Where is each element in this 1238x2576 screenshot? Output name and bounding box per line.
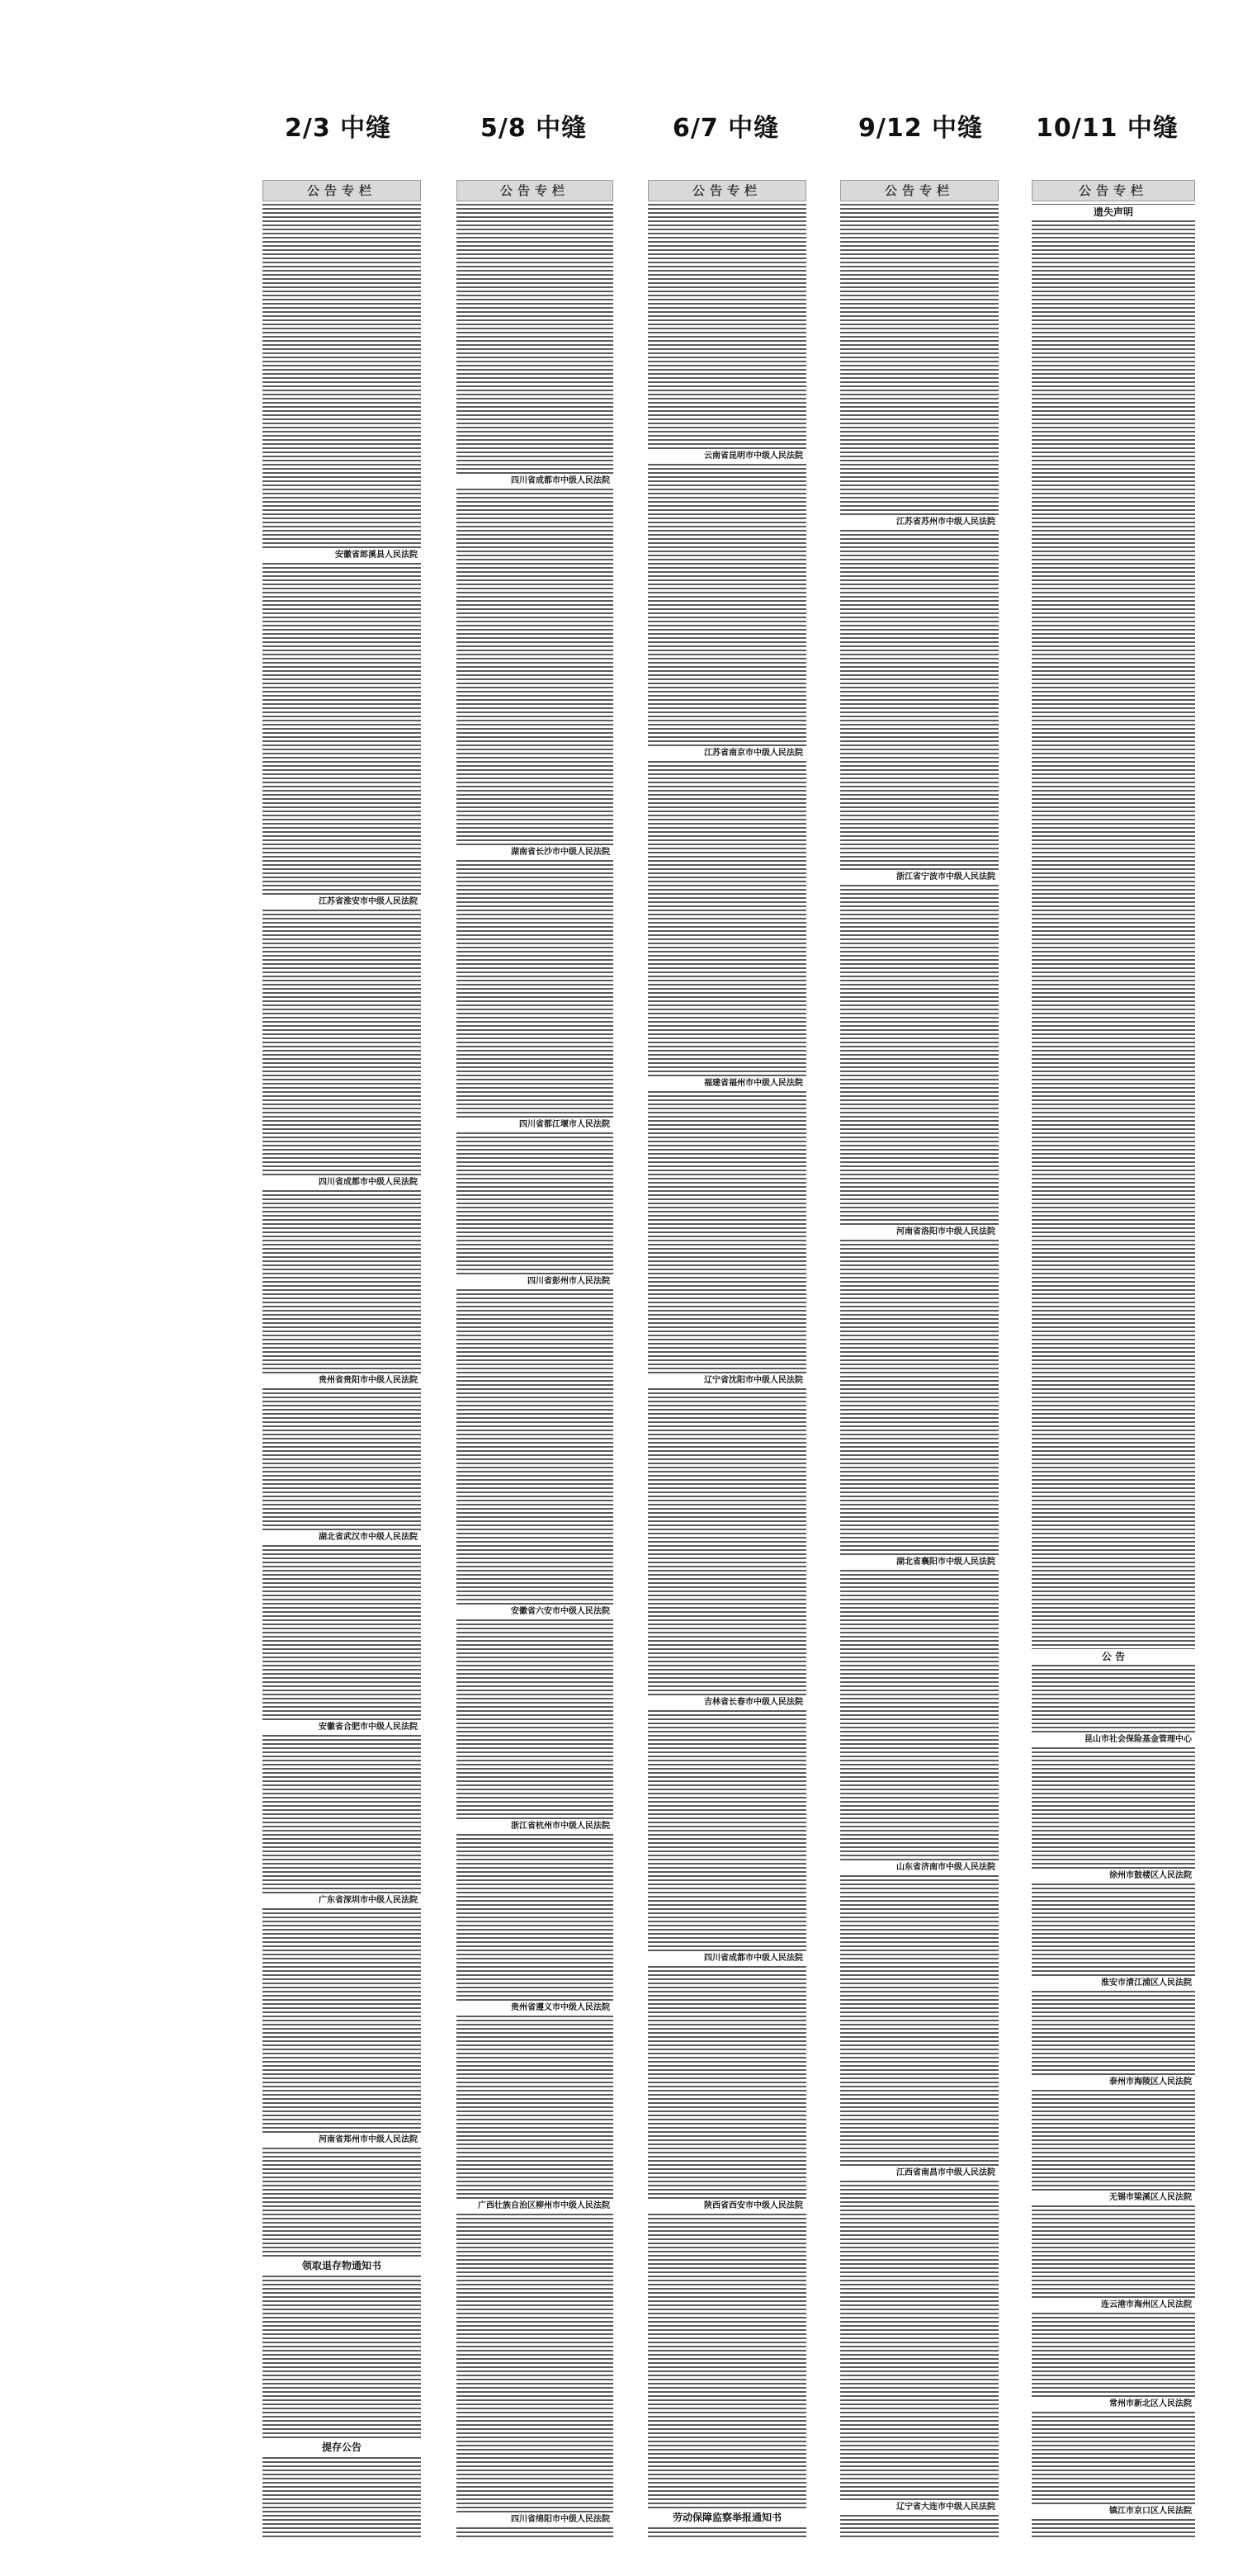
column-text-body-4 bbox=[840, 203, 999, 2539]
notice-heading: 湖南省长沙市中级人民法院 bbox=[456, 847, 613, 858]
notice-heading: 遗失声明 bbox=[1032, 205, 1195, 220]
notice-heading: 提存公告 bbox=[262, 2440, 421, 2455]
notice-heading: 四川省成都市中级人民法院 bbox=[262, 1177, 421, 1189]
notice-heading: 安徽省郎溪县人民法院 bbox=[262, 550, 421, 561]
notice-heading: 吉林省长春市中级人民法院 bbox=[648, 1697, 806, 1709]
notice-heading: 湖北省襄阳市中级人民法院 bbox=[840, 1557, 999, 1568]
notice-heading: 四川省都江堰市人民法院 bbox=[456, 1119, 613, 1131]
notice-heading: 江苏省苏州市中级人民法院 bbox=[840, 517, 999, 528]
column-date-title-1: 2/3 中缝 bbox=[285, 114, 392, 143]
notice-heading: 四川省成都市中级人民法院 bbox=[456, 475, 613, 487]
notice-heading: 公 告 bbox=[1032, 1649, 1195, 1664]
notice-heading: 镇江市京口区人民法院 bbox=[1032, 2506, 1195, 2517]
notice-heading: 广东省深圳市中级人民法院 bbox=[262, 1895, 421, 1907]
column-header-3: 公告专栏 bbox=[648, 180, 806, 201]
column-header-1: 公告专栏 bbox=[262, 180, 421, 201]
column-header-2: 公告专栏 bbox=[456, 180, 613, 201]
notice-heading: 浙江省宁波市中级人民法院 bbox=[840, 872, 999, 883]
notice-heading: 广西壮族自治区柳州市中级人民法院 bbox=[456, 2200, 613, 2212]
notice-column-1 bbox=[262, 180, 421, 2539]
notice-heading: 四川省绵阳市中级人民法院 bbox=[456, 2514, 613, 2526]
column-text-body-5 bbox=[1032, 203, 1195, 2539]
notice-heading: 四川省彭州市人民法院 bbox=[456, 1276, 613, 1288]
notice-heading: 陕西省西安市中级人民法院 bbox=[648, 2200, 806, 2212]
notice-heading: 云南省昆明市中级人民法院 bbox=[648, 451, 806, 462]
notice-heading: 贵州省贵阳市中级人民法院 bbox=[262, 1375, 421, 1387]
column-text-body-1 bbox=[262, 203, 421, 2539]
notice-heading: 贵州省遵义市中级人民法院 bbox=[456, 2002, 613, 2014]
column-date-title-5: 10/11 中缝 bbox=[1036, 114, 1179, 143]
notice-heading: 安徽省合肥市中级人民法院 bbox=[262, 1722, 421, 1733]
notice-heading: 辽宁省沈阳市中级人民法院 bbox=[648, 1375, 806, 1387]
notice-heading: 昆山市社会保险基金管理中心 bbox=[1032, 1734, 1195, 1746]
notice-column-4 bbox=[840, 180, 999, 2539]
notice-heading: 劳动保障监察举报通知书 bbox=[648, 2510, 806, 2525]
notice-heading: 湖北省武汉市中级人民法院 bbox=[262, 1532, 421, 1543]
notice-heading: 常州市新北区人民法院 bbox=[1032, 2399, 1195, 2410]
column-header-5: 公告专栏 bbox=[1032, 180, 1195, 201]
notice-column-5 bbox=[1032, 180, 1195, 2539]
notice-column-2 bbox=[456, 180, 613, 2539]
column-date-title-4: 9/12 中缝 bbox=[858, 114, 984, 143]
column-text-body-3 bbox=[648, 203, 806, 2539]
notice-heading: 山东省济南市中级人民法院 bbox=[840, 1862, 999, 1874]
notice-heading: 辽宁省大连市中级人民法院 bbox=[840, 2502, 999, 2513]
notice-heading: 四川省成都市中级人民法院 bbox=[648, 1953, 806, 1964]
notice-heading: 江苏省淮安市中级人民法院 bbox=[262, 896, 421, 908]
notice-heading: 泰州市海陵区人民法院 bbox=[1032, 2077, 1195, 2088]
notice-heading: 淮安市清江浦区人民法院 bbox=[1032, 1978, 1195, 1989]
notice-heading: 徐州市鼓楼区人民法院 bbox=[1032, 1870, 1195, 1882]
notice-heading: 江西省南昌市中级人民法院 bbox=[840, 2167, 999, 2179]
notice-heading: 无锡市梁溪区人民法院 bbox=[1032, 2192, 1195, 2204]
notice-heading: 连云港市海州区人民法院 bbox=[1032, 2299, 1195, 2311]
column-text-body-2 bbox=[456, 203, 613, 2539]
column-date-title-2: 5/8 中缝 bbox=[480, 114, 588, 143]
notice-heading: 河南省洛阳市中级人民法院 bbox=[840, 1227, 999, 1238]
column-header-4: 公告专栏 bbox=[840, 180, 999, 201]
notice-heading: 河南省郑州市中级人民法院 bbox=[262, 2134, 421, 2146]
notice-column-3 bbox=[648, 180, 806, 2539]
notice-heading: 领取退存物通知书 bbox=[262, 2258, 421, 2273]
column-date-title-3: 6/7 中缝 bbox=[673, 114, 780, 143]
notice-heading: 浙江省杭州市中级人民法院 bbox=[456, 1821, 613, 1832]
notice-heading: 安徽省六安市中级人民法院 bbox=[456, 1606, 613, 1618]
notice-heading: 福建省福州市中级人民法院 bbox=[648, 1078, 806, 1089]
notice-heading: 江苏省南京市中级人民法院 bbox=[648, 748, 806, 759]
